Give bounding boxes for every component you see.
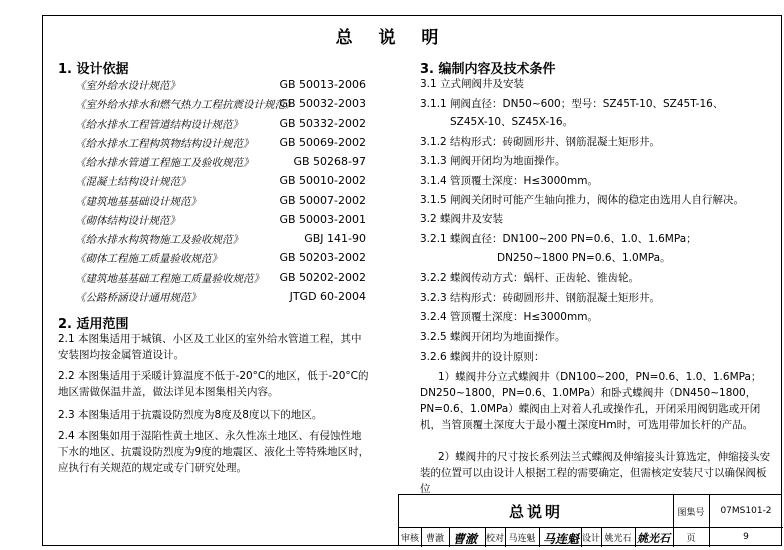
page-title: 总 说 明: [335, 28, 449, 48]
standard-code: GB 50069-2002: [279, 135, 366, 149]
paragraph-2-4: 2.4 本图集如用于湿陷性黄土地区、永久性冻土地区、有侵蚀性地下水的地区、抗震设防烈度为9度的地震区、液化土等特殊地区时，应执行有关规范的规定或专门研究处理。: [58, 430, 370, 474]
drawing-name: 总说明: [508, 502, 563, 521]
standard-code: GB 50013-2006: [279, 78, 366, 91]
standard-name: 《室外给水排水和燃气热力工程抗震设计规范》: [75, 99, 296, 112]
paragraph-3-2-6-2: 2）蝶阀井的尺寸按长系列法兰式蝶阀及伸缩接头计算选定，伸缩接头安装的位置可以由设计人根据工程的需要确定，但需核定安装尺寸以确保阀板位: [420, 451, 771, 495]
standard-code: GBJ 141-90: [304, 232, 366, 245]
standard-name: 《混凝土结构设计规范》: [75, 176, 191, 189]
line-3-2-6: 3.2.6 蝶阀井的设计原则：: [420, 351, 545, 363]
standard-code: GB 50268-97: [293, 155, 366, 168]
standard-name: 《室外给水设计规范》: [75, 80, 180, 92]
standard-name: 《给水排水工程构筑物结构设计规范》: [75, 137, 254, 150]
design-label: 设计: [581, 533, 600, 544]
line-3-1-3: 3.1.3 闸阀开闭均为地面操作。: [420, 155, 566, 167]
line-3-2-4: 3.2.4 管顶覆土深度：H≤3000mm。: [420, 311, 598, 323]
paragraph-3-2-6-1: 1）蝶阀井分立式蝶阀井（DN100~200，PN=0.6、1.0、1.6MPa；DN250~1800，PN=0.6、1.0MPa）和卧式蝶阀井（DN450~1800，PN=0.6、1.0MPa）蝶阀由上对着人孔或操作孔，开闭采用阀钥匙或开闭机，当管顶覆土深度大于最小覆土深度Hm时，可选用带加长杆的产品。: [420, 371, 762, 431]
line-3-1-5: 3.1.5 闸阀关闭时可能产生轴向推力，阀体的稳定由选用人自行解决。: [420, 194, 745, 206]
standard-name: 《建筑地基基础设计规范》: [75, 195, 201, 208]
line-3-2-3: 3.2.3 结构形式：砖砌圆形井、钢筋混凝土矩形井。: [420, 292, 661, 304]
standard-code: GB 50332-2002: [279, 116, 366, 130]
line-3-2-1: 3.2.1 蝶阀直径：DN100~200 PN=0.6、1.0、1.6MPa；: [420, 233, 697, 245]
paragraph-2-1: 2.1 本图集适用于城镇、小区及工业区的室外给水管道工程，其中安装图均按金属管道设计。: [58, 333, 362, 361]
standard-name: 《砌体工程施工质量验收规范》: [75, 253, 222, 266]
title-block: [398, 494, 782, 546]
standard-code: GB 50202-2002: [279, 270, 366, 284]
atlas-number-label: 图集号: [677, 507, 705, 518]
line-3-1: 3.1 立式闸阀井及安装: [420, 78, 525, 90]
line-3-1-1-cont: SZ45X-10、SZ45X-16。: [450, 116, 574, 128]
standard-code: GB 50003-2001: [279, 212, 366, 226]
line-3-1-1: 3.1.1 闸阀直径：DN50~600；型号：SZ45T-10、SZ45T-16、: [420, 98, 724, 110]
paragraph-2-2: 2.2 本图集适用于采暖计算温度不低于-20°C的地区，低于-20°C的地区需做保温井盖，做法详见本图集相关内容。: [58, 370, 369, 398]
standard-name: 《给水排水管道工程施工及验收规范》: [75, 157, 254, 169]
designer-signature: 姚光石: [637, 532, 670, 545]
section-2-heading: 2. 适用范围: [58, 317, 129, 332]
line-3-1-2: 3.1.2 结构形式：砖砌圆形井、钢筋混凝土矩形井。: [420, 136, 661, 148]
section-3-heading: 3. 编制内容及技术条件: [420, 62, 556, 77]
standard-name: 《建筑地基基础工程施工质量验收规范》: [75, 272, 264, 285]
checker-name: 马连魁: [508, 533, 536, 544]
standard-code: JTGD 60-2004: [289, 289, 366, 303]
check-label: 校对: [485, 533, 504, 544]
line-3-2-2: 3.2.2 蝶阀传动方式：蜗杆、正齿轮、锥齿轮。: [420, 272, 640, 284]
page-label: 页: [686, 533, 696, 544]
line-3-2-1-cont: DN250~1800 PN=0.6、1.0MPa。: [497, 252, 671, 264]
review-label: 审核: [400, 533, 419, 544]
page-number: 9: [743, 532, 749, 542]
section-1-heading: 1. 设计依据: [58, 62, 129, 77]
paragraph-2-3: 2.3 本图集适用于抗震设防烈度为8度及8度以下的地区。: [58, 409, 323, 421]
standard-code: GB 50010-2002: [279, 174, 366, 188]
atlas-number: 07MS101-2: [720, 506, 772, 516]
standard-code: GB 50032-2003: [279, 97, 366, 111]
reviewer-signature: 曹澈: [453, 532, 478, 546]
line-3-1-4: 3.1.4 管顶覆土深度：H≤3000mm。: [420, 175, 598, 187]
standard-name: 《给水排水构筑物施工及验收规范》: [75, 234, 243, 246]
standard-name: 《砌体结构设计规范》: [75, 214, 180, 227]
standard-name: 《给水排水工程管道结构设计规范》: [75, 118, 243, 131]
standard-code: GB 50203-2002: [279, 251, 366, 265]
checker-signature: 马连魁: [543, 532, 580, 546]
line-3-2-5: 3.2.5 蝶阀开闭均为地面操作。: [420, 331, 566, 343]
standard-name: 《公路桥涵设计通用规范》: [75, 291, 201, 304]
designer-name: 姚光石: [604, 533, 632, 544]
reviewer-name: 曹澈: [425, 533, 444, 544]
line-3-2: 3.2 蝶阀井及安装: [420, 213, 504, 225]
standard-code: GB 50007-2002: [279, 193, 366, 207]
